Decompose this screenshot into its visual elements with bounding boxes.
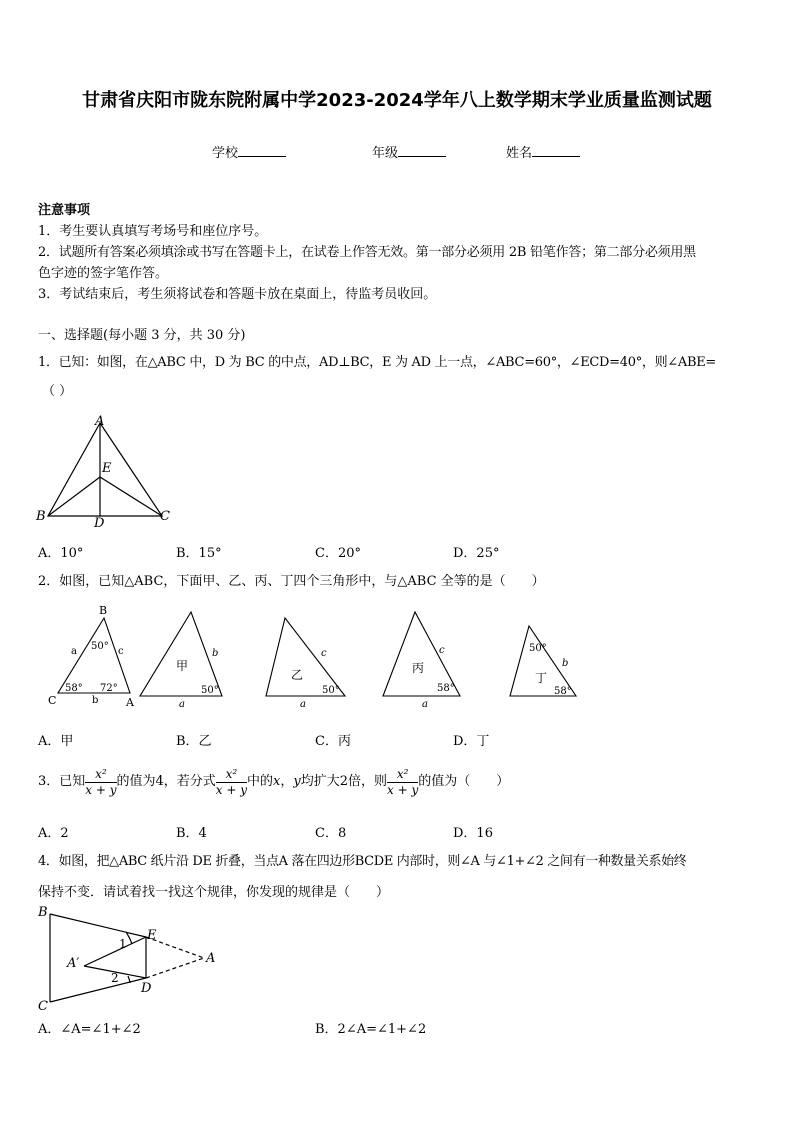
q4-label-b: B xyxy=(38,905,48,920)
yi-side-a: a xyxy=(300,699,306,710)
ding-side-b: b xyxy=(562,658,569,669)
q4-label-d: D xyxy=(141,981,152,996)
base-angle-a: 72° xyxy=(100,683,118,694)
label-e: E xyxy=(102,461,112,476)
base-side-a: a xyxy=(71,646,77,657)
note-2-cont: 色字迹的签字笔作答。 xyxy=(38,266,169,281)
q3-var-y: y xyxy=(293,774,301,789)
q2-stem: 2．如图，已知△ABC，下面甲、乙、丙、丁四个三角形中，与△ABC 全等的是（ ） xyxy=(38,574,545,589)
base-label-a: A xyxy=(126,696,134,709)
jia-angle: 50° xyxy=(201,685,219,696)
base-label-c: C xyxy=(48,694,57,707)
q3-frac3-num: x² xyxy=(387,767,418,783)
q2-option-c: C．丙 xyxy=(315,734,351,749)
label-d: D xyxy=(94,516,105,531)
q4-angle-2: 2 xyxy=(111,971,119,985)
q3-text-1: 3．已知 xyxy=(38,774,86,789)
ding-name: 丁 xyxy=(535,671,548,685)
school-blank xyxy=(238,144,286,157)
paper-title: 甘肃省庆阳市陇东院附属中学2023-2024学年八上数学期末学业质量监测试题 xyxy=(82,90,712,111)
q3-stem xyxy=(38,762,509,802)
base-label-b: B xyxy=(99,604,108,617)
q3-frac2-num: x² xyxy=(216,767,247,783)
grade-label: 年级 xyxy=(372,146,399,161)
bing-side-c: c xyxy=(439,645,445,656)
q4-figure xyxy=(34,904,224,1016)
q4-option-a: A．∠A=∠1+∠2 xyxy=(38,1022,141,1037)
q3-option-b: B．4 xyxy=(176,826,207,841)
ding-angle-right: 58° xyxy=(554,686,572,697)
label-b: B xyxy=(36,509,46,524)
segment-cd xyxy=(50,978,146,1002)
school-label: 学校 xyxy=(212,146,239,161)
q3-option-d: D．16 xyxy=(453,826,493,841)
notes-title: 注意事项 xyxy=(38,203,91,218)
q1-paren: （ ） xyxy=(42,384,73,399)
base-angle-c: 58° xyxy=(65,683,83,694)
q4-option-b: B．2∠A=∠1+∠2 xyxy=(315,1022,427,1037)
segment-ce xyxy=(100,477,162,516)
q3-frac2-den: x + y xyxy=(215,782,248,797)
note-2: 2．试题所有答案必须填涂或书写在答题卡上，在试卷上作答无效。第一部分必须用 2B 铅笔作答；第二部分必须用黑 xyxy=(38,245,696,260)
q1-option-d: D．25° xyxy=(453,546,500,561)
jia-side-a: a xyxy=(179,699,185,710)
q3-fraction-2 xyxy=(216,767,247,798)
jia-name: 甲 xyxy=(176,659,189,673)
jia-side-b: b xyxy=(212,648,219,659)
q3-option-a: A．2 xyxy=(38,826,69,841)
q4-label-c: C xyxy=(38,999,48,1014)
q3-frac1-den: x + y xyxy=(85,782,117,797)
yi-name: 乙 xyxy=(291,668,304,682)
ding-angle-top: 50° xyxy=(529,643,547,654)
q1-figure xyxy=(34,414,174,530)
q4-label-a-prime: A′ xyxy=(67,956,80,971)
q3-text-3: 中的 xyxy=(247,774,274,789)
bing-side-a: a xyxy=(422,699,428,710)
q3-frac3-den: x + y xyxy=(387,782,419,797)
segment-be xyxy=(48,477,100,516)
q3-text-2: 的值为4，若分式 xyxy=(116,774,216,789)
q4-stem-1: 4．如图，把△ABC 纸片沿 DE 折叠，当点A 落在四边形BCDE 内部时，则∠A 与∠1+∠2 之间有一种数量关系始终 xyxy=(38,854,687,869)
q3-option-c: C．8 xyxy=(315,826,347,841)
q4-label-e: E xyxy=(147,928,157,943)
section-heading: 一、选择题(每小题 3 分，共 30 分) xyxy=(38,328,246,343)
base-side-c: c xyxy=(118,646,124,657)
segment-be xyxy=(50,914,146,937)
q1-option-a: A．10° xyxy=(38,546,84,561)
base-angle-b: 50° xyxy=(91,641,109,652)
name-label: 姓名 xyxy=(506,146,533,161)
q3-text-4: 均扩大2倍，则 xyxy=(300,774,388,789)
q3-frac1-num: x² xyxy=(85,767,116,783)
q1-option-c: C．20° xyxy=(315,546,361,561)
dashed-da xyxy=(146,958,204,978)
name-field xyxy=(506,142,580,161)
q3-fraction-3 xyxy=(387,767,418,798)
q1-option-b: B．15° xyxy=(176,546,222,561)
note-3: 3．考试结束后，考生须将试卷和答题卡放在桌面上，待监考员收回。 xyxy=(38,287,437,302)
grade-field xyxy=(372,142,446,161)
q4-angle-1: 1 xyxy=(119,937,127,951)
grade-blank xyxy=(398,144,446,157)
q2-option-a: A．甲 xyxy=(38,734,74,749)
q2-figure xyxy=(40,604,600,712)
q3-var-x: x xyxy=(273,774,281,789)
q2-option-d: D．丁 xyxy=(453,734,490,749)
yi-angle: 50° xyxy=(322,685,340,696)
q1-stem: 1．已知：如图，在△ABC 中，D 为 BC 的中点，AD⊥BC，E 为 AD 上一点，∠ABC=60°，∠ECD=40°，则∠ABE= xyxy=(38,355,717,370)
label-c: C xyxy=(160,509,170,524)
q4-stem-2: 保持不变．请试着找一找这个规律，你发现的规律是（ ） xyxy=(38,885,390,900)
q2-option-b: B．乙 xyxy=(176,734,212,749)
triangle-jia xyxy=(140,612,222,696)
bing-name: 丙 xyxy=(412,661,425,675)
bing-angle: 58° xyxy=(437,683,455,694)
base-side-b: b xyxy=(92,695,99,706)
yi-side-c: c xyxy=(321,648,327,659)
q3-text-5: 的值为（ ） xyxy=(418,774,510,789)
q3-fraction-1 xyxy=(85,767,116,798)
q4-label-a: A xyxy=(206,951,216,966)
school-field xyxy=(212,142,286,161)
q3-comma: ， xyxy=(280,774,294,789)
name-blank xyxy=(532,144,580,157)
segment-ea1 xyxy=(84,937,146,966)
label-a: A xyxy=(95,414,105,429)
note-1: 1．考生要认真填写考场号和座位序号。 xyxy=(38,224,268,239)
